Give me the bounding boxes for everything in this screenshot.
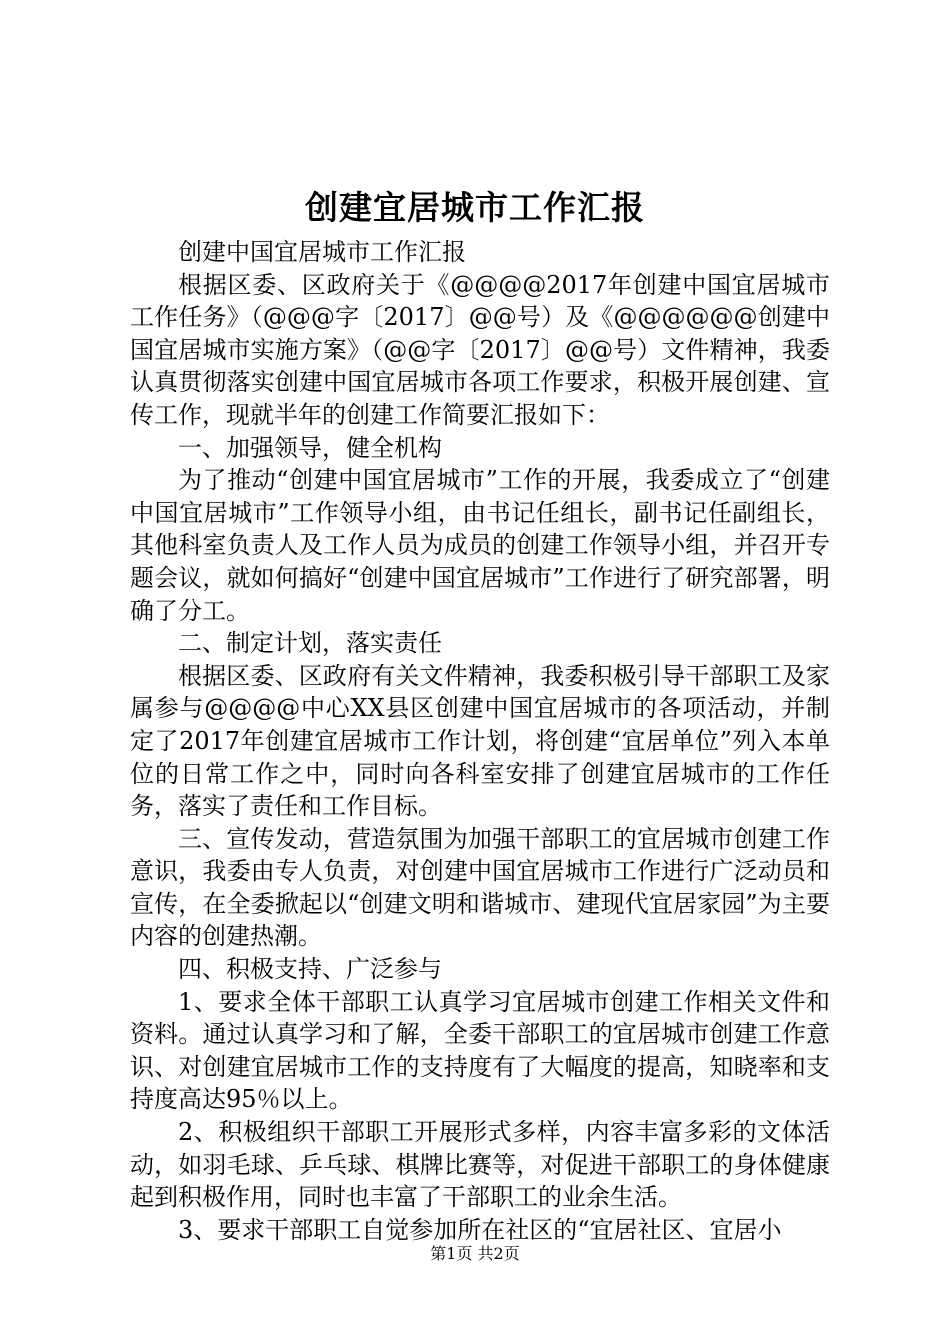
paragraph-section-2: 根据区委、区政府有关文件精神，我委积极引导干部职工及家属参与@@@@中心XX县区创建中国宜居城市的各项活动，并制定了2017年创建宜居城市工作计划，将创建“宜居单位”列入本单位的日常工作之中，同时向各科室安排了创建宜居城市的工作任务，落实了责任和工作目标。: [130, 661, 830, 821]
document-title: 创建宜居城市工作汇报: [305, 188, 645, 227]
paragraph-section-3: 三、宣传发动，营造氛围为加强干部职工的宜居城市创建工作意识，我委由专人负责，对创建中国宜居城市工作进行广泛动员和宣传，在全委掀起以“创建文明和谐城市、建现代宜居家园”为主要内容的创建热潮。: [130, 824, 830, 951]
section-heading-4: 四、积极支持、广泛参与: [178, 955, 442, 984]
page-footer: [0, 1243, 950, 1265]
paragraph-subtitle: 创建中国宜居城市工作汇报: [178, 238, 466, 266]
page-total: 共2页: [477, 1244, 520, 1263]
document-body: [130, 236, 830, 1246]
section-heading-1: 一、加强领导，健全机构: [178, 433, 442, 462]
paragraph-item-3: 3、要求干部职工自觉参加所在社区的“宜居社区、宜居小: [178, 1215, 782, 1244]
page-number: 第1页: [430, 1244, 473, 1263]
paragraph-item-2: 2、积极组织干部职工开展形式多样，内容丰富多彩的文体活动，如羽毛球、乒乓球、棋牌比赛等，对促进干部职工的身体健康起到积极作用，同时也丰富了干部职工的业余生活。: [130, 1118, 830, 1212]
paragraph-section-1: 为了推动“创建中国宜居城市”工作的开展，我委成立了“创建中国宜居城市”工作领导小组，由书记任组长，副书记任副组长，其他科室负责人及工作人员为成员的创建工作领导小组，并召开专题会议，就如何搞好“创建中国宜居城市”工作进行了研究部署，明确了分工。: [130, 466, 830, 625]
paragraph-intro: 根据区委、区政府关于《@@@@2017年创建中国宜居城市工作任务》（@@@字〔2017〕@@号）及《@@@@@@创建中国宜居城市实施方案》（@@字〔2017〕@@号）文件精神，我委认真贯彻落实创建中国宜居城市各项工作要求，积极开展创建、宣传工作，现就半年的创建工作简要汇报如下：: [130, 270, 830, 429]
paragraph-item-1: 1、要求全体干部职工认真学习宜居城市创建工作相关文件和资料。通过认真学习和了解，全委干部职工的宜居城市创建工作意识、对创建宜居城市工作的支持度有了大幅度的提高，知晓率和支持度高达95％以上。: [130, 987, 830, 1114]
section-heading-2: 二、制定计划，落实责任: [178, 629, 442, 658]
